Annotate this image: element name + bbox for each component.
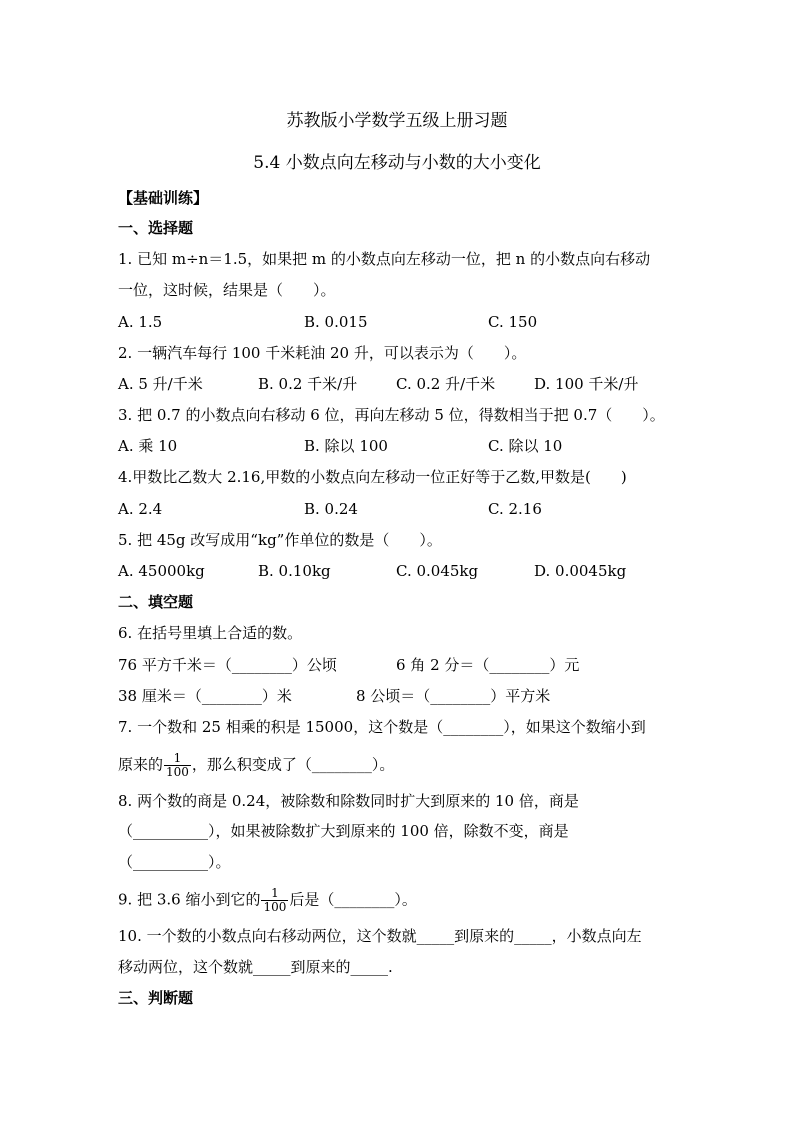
q7-line1: 7. 一个数和 25 相乘的积是 15000，这个数是（________），如果这个数缩小到 [118, 718, 646, 736]
q3-line1: 3. 把 0.7 的小数点向右移动 6 位，再向左移动 5 位，得数相当于把 0.7（ ）。 [118, 406, 665, 424]
q5-option-a: A. 45000kg [118, 562, 205, 580]
q6-row2-right: 8 公顷＝（________）平方米 [356, 687, 551, 705]
q8-line3: （__________）。 [118, 853, 231, 871]
q1-option-a: A. 1.5 [118, 313, 163, 331]
q1-option-c: C. 150 [488, 313, 538, 331]
q8-line1: 8. 两个数的商是 0.24，被除数和除数同时扩大到原来的 10 倍，商是 [118, 792, 579, 810]
q5-line1: 5. 把 45g 改写成用“kg”作单位的数是（ ）。 [118, 531, 442, 549]
q4-option-c: C. 2.16 [488, 500, 542, 518]
q6-row1-right: 6 角 2 分＝（________）元 [396, 656, 580, 674]
section-fill: 二、填空题 [118, 593, 194, 611]
q7-line2-post: ，那么积变成了（________）。 [191, 755, 395, 774]
q4-line1: 4.甲数比乙数大 2.16,甲数的小数点向左移动一位正好等于乙数,甲数是( ) [118, 468, 627, 486]
page-title: 苏教版小学数学五级上册习题 [286, 111, 508, 131]
section-basic-training: 【基础训练】 [118, 189, 209, 207]
section-judge: 三、判断题 [118, 989, 194, 1007]
q3-option-b: B. 除以 100 [304, 437, 388, 455]
q7-line2-pre: 原来的 [118, 755, 164, 774]
q7-frac-num: 1 [164, 752, 191, 766]
q7-line2 [118, 752, 394, 779]
q2-option-a: A. 5 升/千米 [118, 375, 203, 393]
q7-frac-den: 100 [166, 765, 189, 779]
q9-fraction [261, 887, 288, 914]
q3-option-a: A. 乘 10 [118, 437, 178, 455]
q4-option-a: A. 2.4 [118, 500, 163, 518]
q1-line1: 1. 已知 m÷n＝1.5，如果把 m 的小数点向左移动一位，把 n 的小数点向右移动 [118, 250, 651, 268]
q6-row2-left: 38 厘米＝（________）米 [118, 687, 292, 705]
q5-option-c: C. 0.045kg [396, 562, 479, 580]
q6-row1-left: 76 平方千米＝（________）公顷 [118, 656, 337, 674]
q4-option-b: B. 0.24 [304, 500, 358, 518]
q9-post: 后是（________）。 [289, 890, 417, 909]
q9-line1 [118, 887, 417, 914]
q10-line2: 移动两位，这个数就_____到原来的_____. [118, 958, 393, 976]
q2-option-b: B. 0.2 千米/升 [258, 375, 358, 393]
q6-line1: 6. 在括号里填上合适的数。 [118, 624, 303, 642]
q2-option-c: C. 0.2 升/千米 [396, 375, 496, 393]
q9-frac-num: 1 [261, 887, 288, 901]
q3-option-c: C. 除以 10 [488, 437, 563, 455]
q7-fraction [164, 752, 191, 779]
q2-option-d: D. 100 千米/升 [534, 375, 639, 393]
q2-line1: 2. 一辆汽车每行 100 千米耗油 20 升，可以表示为（ ）。 [118, 344, 527, 362]
q10-line1: 10. 一个数的小数点向右移动两位，这个数就_____到原来的_____，小数点向左 [118, 927, 642, 945]
q1-option-b: B. 0.015 [304, 313, 368, 331]
q9-pre: 9. 把 3.6 缩小到它的 [118, 890, 261, 909]
page-subtitle: 5.4 小数点向左移动与小数的大小变化 [253, 153, 541, 173]
q5-option-d: D. 0.0045kg [534, 562, 627, 580]
q5-option-b: B. 0.10kg [258, 562, 331, 580]
q9-frac-den: 100 [263, 900, 287, 914]
section-choice: 一、选择题 [118, 219, 194, 237]
q1-line2: 一位，这时候，结果是（ ）。 [118, 281, 336, 299]
q8-line2: （__________），如果被除数扩大到原来的 100 倍，除数不变，商是 [118, 822, 569, 840]
